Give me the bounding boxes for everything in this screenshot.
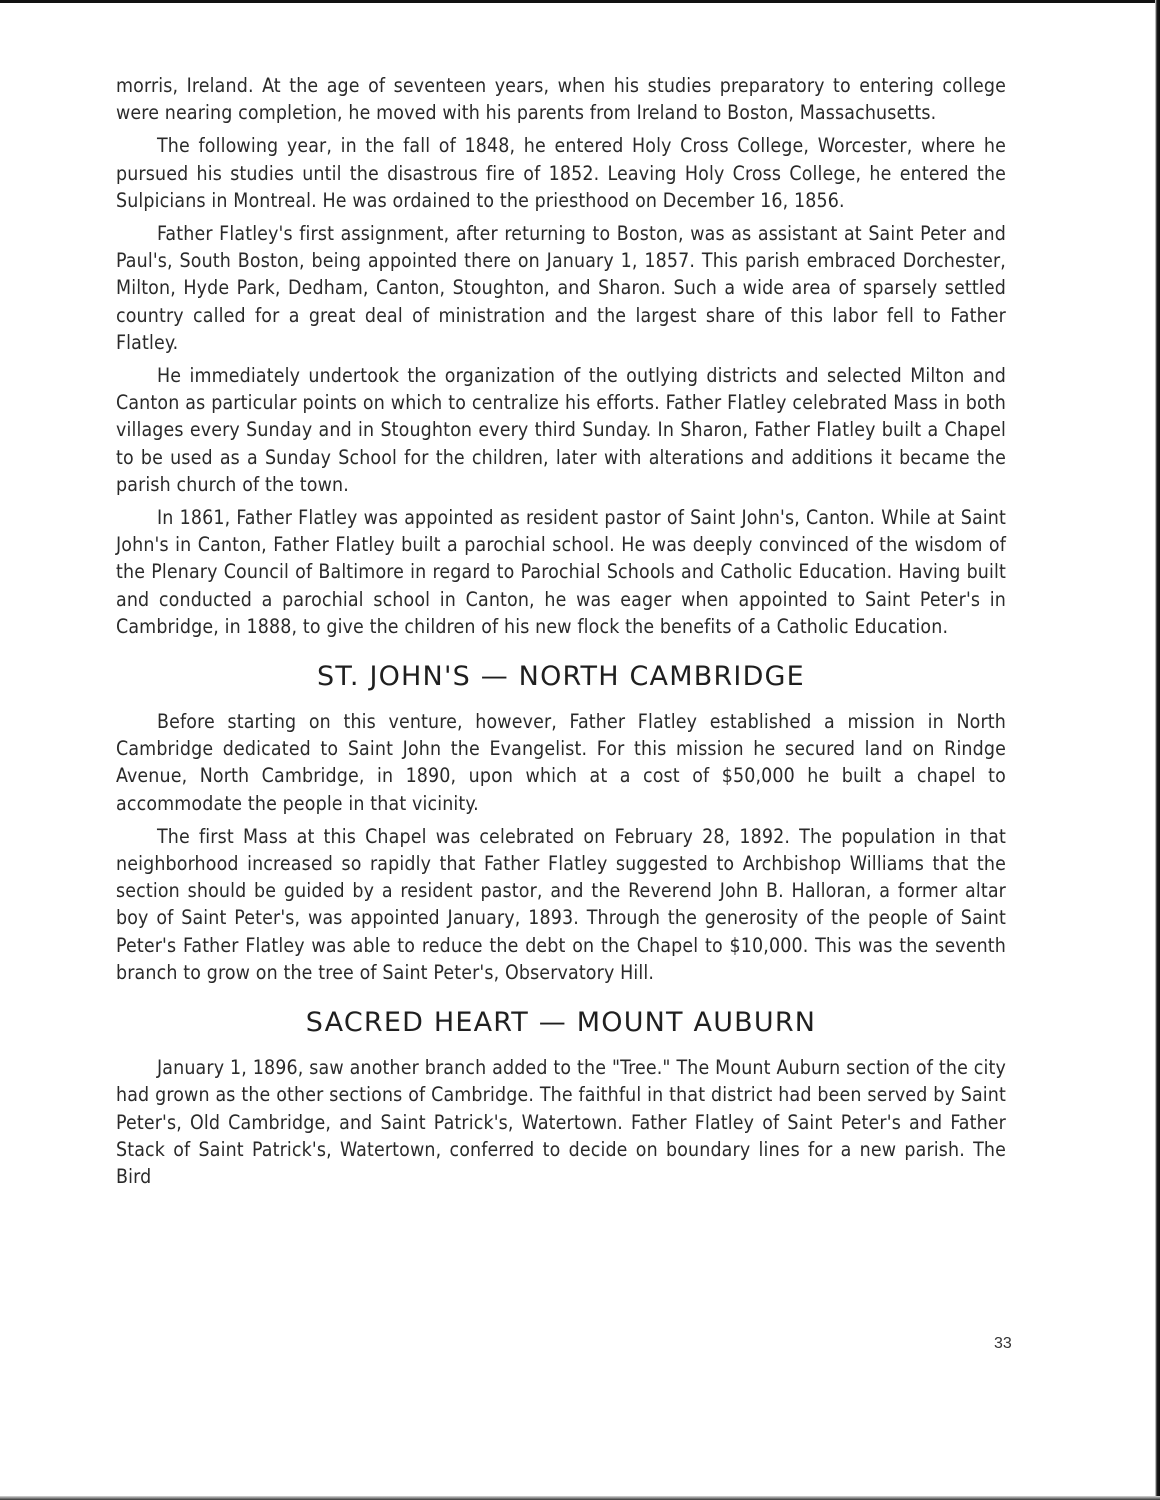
section-heading-st-johns: ST. JOHN'S — NORTH CAMBRIDGE [317,661,805,693]
scan-border-bottom [0,1496,1160,1500]
paragraph-organization: He immediately undertook the organization of the outlying districts and selected Milton and Canton as particular points on which to centralize his efforts. Father Flatley celebrated Mass in both villages every Sunday and in Stoughton every third Sunday. In Sharon, Father Flatley built a Chapel to be used as a Sunday School for the children, later with alterations and additions it became the parish church of the town. [116,364,1006,496]
paragraph-continuation: morris, Ireland. At the age of seventeen years, when his studies preparatory to entering college were nearing completion, he moved with his parents from Ireland to Boston, Massachusetts. [116,74,1006,125]
page-number: 33 [994,1335,1012,1352]
paragraph-first-mass: The first Mass at this Chapel was celebrated on February 28, 1892. The population in that neighborhood increased so rapidly that Father Flatley suggested to Archbishop Williams that the section should be guided by a resident pastor, and the Reverend John B. Halloran, a former altar boy of Saint Peter's, was appointed January, 1893. Through the generosity of the people of Saint Peter's Father Flatley was able to reduce the debt on the Chapel to $10,000. This was the seventh branch to grow on the tree of Saint Peter's, Observatory Hill. [116,824,1006,984]
scan-border-right [1155,0,1160,1500]
section-heading-sacred-heart: SACRED HEART — MOUNT AUBURN [305,1007,817,1039]
document-page [116,72,1006,1196]
paragraph-mission: Before starting on this venture, however, Father Flatley established a mission in North Cambridge dedicated to Saint John the Evangelist. For this mission he secured land on Rindge Avenue, North Cambridge, in 1890, upon which at a cost of $50,000 he built a chapel to accommodate the people in that vicinity. [116,710,1006,815]
paragraph-first-assignment: Father Flatley's first assignment, after returning to Boston, was as assistant at Saint Peter and Paul's, South Boston, being appointed there on January 1, 1857. This parish embraced Dorchester, Milton, Hyde Park, Dedham, Canton, Stoughton, and Sharon. Such a wide area of sparsely settled country called for a great deal of ministration and the largest share of this labor fell to Father Flatley. [116,222,1006,354]
paragraph-mount-auburn: January 1, 1896, saw another branch added to the "Tree." The Mount Auburn section of the city had grown as the other sections of Cambridge. The faithful in that district had been served by Saint Peter's, Old Cambridge, and Saint Patrick's, Watertown. Father Flatley of Saint Peter's and Father Stack of Saint Patrick's, Watertown, conferred to decide on boundary lines for a new parish. The Bird [116,1056,1006,1188]
paragraph-canton-pastor: In 1861, Father Flatley was appointed as resident pastor of Saint John's, Canton. While at Saint John's in Canton, Father Flatley built a parochial school. He was deeply convinced of the wisdom of the Plenary Council of Baltimore in regard to Parochial Schools and Catholic Education. Having built and conducted a parochial school in Canton, he was eager when appointed to Saint Peter's in Cambridge, in 1888, to give the children of his new flock the benefits of a Catholic Education. [116,506,1006,638]
paragraph-holy-cross: The following year, in the fall of 1848, he entered Holy Cross College, Worcester, where he pursued his studies until the disastrous fire of 1852. Leaving Holy Cross College, he entered the Sulpicians in Montreal. He was ordained to the priesthood on December 16, 1856. [116,134,1006,212]
scan-border-top [0,0,1160,3]
